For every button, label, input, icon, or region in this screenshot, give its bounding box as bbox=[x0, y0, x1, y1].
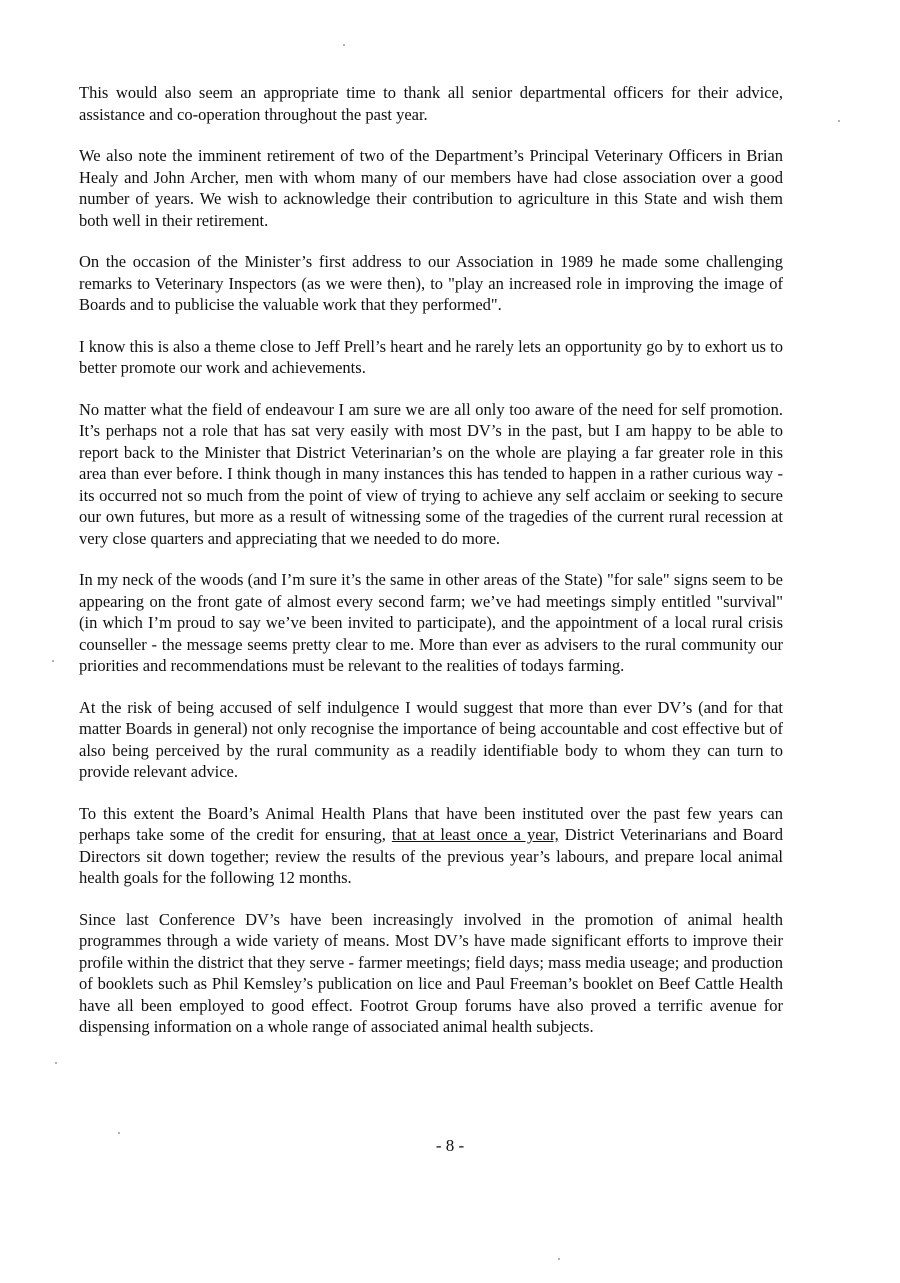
document-body bbox=[79, 82, 783, 1058]
paragraph-thanks-officers: This would also seem an appropriate time to thank all senior departmental officers for their advice, assistance and co-operation throughout the past year. bbox=[79, 83, 783, 124]
paragraph-retirement: We also note the imminent retirement of two of the Department’s Principal Veterinary Officers in Brian Healy and John Archer, men with whom many of our members have had close association over a good number of years. We wish to acknowledge their contribution to agriculture in this State and wish them both well in their retirement. bbox=[79, 146, 783, 230]
scan-speck bbox=[838, 120, 840, 122]
paragraph-8-underlined: that at least once a year, bbox=[391, 825, 559, 844]
paragraph-jeff-prell: I know this is also a theme close to Jeff Prell’s heart and he rarely lets an opportunity go by to exhort us to better promote our work and achievements. bbox=[79, 336, 783, 377]
scan-speck bbox=[52, 660, 54, 662]
scan-speck bbox=[118, 1132, 120, 1134]
paragraph-minister-address: On the occasion of the Minister’s first address to our Association in 1989 he made some challenging remarks to Veterinary Inspectors (as we were then), to "play an increased role in improving the image of Boards and to publicise the valuable work that they performed". bbox=[79, 252, 783, 314]
scan-speck bbox=[558, 1258, 560, 1260]
paragraph-8-after: District Veterinarians and Board Directors sit down together; review the results of the previous year’s labours, and prepare local animal health goals for the following 12 months. bbox=[79, 825, 783, 887]
paragraph-accountability: At the risk of being accused of self indulgence I would suggest that more than ever DV’s (and for that matter Boards in general) not only recognise the importance of being accountable and cost effective but of also being perceived by the rural community as a readily identifiable body to whom they can turn to provide relevant advice. bbox=[79, 697, 783, 781]
paragraph-self-promotion: No matter what the field of endeavour I am sure we are all only too aware of the need for self promotion. It’s perhaps not a role that has sat very easily with most DV’s in the past, but I am happy to be able to report back to the Minister that District Veterinarian’s on the whole are playing a far greater role in this area than ever before. I think though in many instances this has tended to happen in a rather curious way - its occurred not so much from the point of view of trying to achieve any self acclaim or seeking to secure our own futures, but more as a result of witnessing some of the tragedies of the current rural recession at very close quarters and appreciating that we needed to do more. bbox=[79, 399, 783, 548]
page-number: - 8 - bbox=[435, 1136, 465, 1155]
scan-speck bbox=[343, 44, 345, 46]
paragraph-8-before: To this extent the Board’s Animal Health Plans that have been instituted over the past few years can perhaps take some of the credit for ensuring, bbox=[79, 803, 783, 844]
scan-speck bbox=[55, 1062, 57, 1064]
paragraph-promotion-programmes: Since last Conference DV’s have been increasingly involved in the promotion of animal health programmes through a wide variety of means. Most DV’s have made significant efforts to improve their profile within the district that they serve - farmer meetings; field days; mass media useage; and production of booklets such as Phil Kemsley’s publication on lice and Paul Freeman’s booklet on Beef Cattle Health have all been employed to good effect. Footrot Group forums have also proved a terrific avenue for dispensing information on a whole range of associated animal health subjects. bbox=[79, 909, 783, 1036]
paragraph-rural-crisis: In my neck of the woods (and I’m sure it’s the same in other areas of the State) "for sale" signs seem to be appearing on the front gate of almost every second farm; we’ve had meetings simply entitled "survival" (in which I’m proud to say we’ve been invited to participate), and the appointment of a local rural crisis counseller - the message seems pretty clear to me. More than ever as advisers to the rural community our priorities and recommendations must be relevant to the realities of todays farming. bbox=[79, 570, 783, 675]
paragraph-animal-health-plans bbox=[79, 803, 783, 889]
